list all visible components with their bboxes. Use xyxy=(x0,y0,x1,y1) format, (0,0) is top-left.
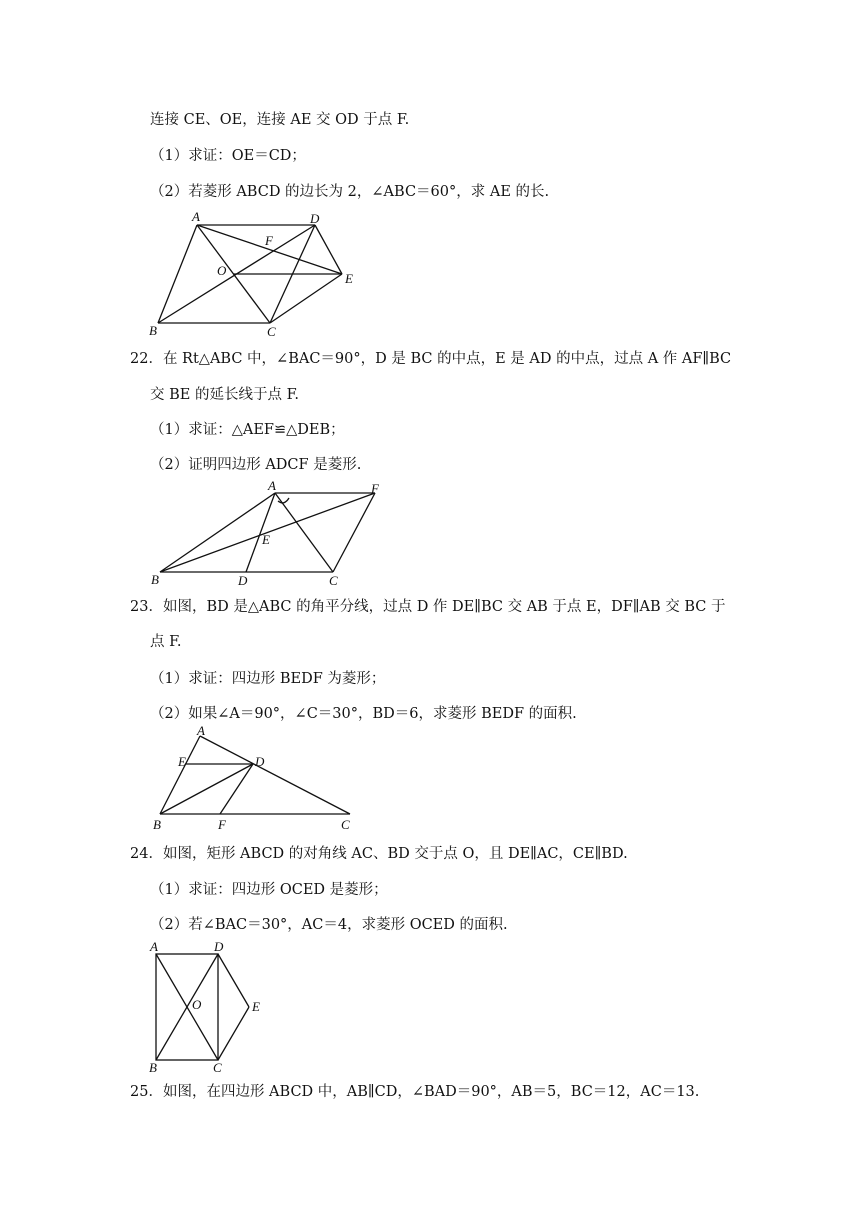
q21-label-c: C xyxy=(267,324,276,339)
q24-part2: （2）若∠BAC＝30°，AC＝4，求菱形 OCED 的面积. xyxy=(150,917,508,933)
q23-figure xyxy=(145,723,365,838)
q23-label-c: C xyxy=(341,817,350,832)
q22-label-d: D xyxy=(238,573,248,588)
q24-label-b: B xyxy=(149,1060,157,1075)
q23-part2: （2）如果∠A＝90°，∠C＝30°，BD＝6，求菱形 BEDF 的面积. xyxy=(150,706,577,722)
q22-label-a: A xyxy=(268,478,276,493)
q23-label-a: A xyxy=(197,723,205,738)
q22-part1: （1）求证：△AEF≌△DEB； xyxy=(150,422,345,438)
q23-label-b: B xyxy=(153,817,161,832)
q21-part1: （1）求证：OE＝CD； xyxy=(150,148,306,164)
q24-label-c: C xyxy=(213,1060,222,1075)
q21-intro: 连接 CE、OE，连接 AE 交 OD 于点 F. xyxy=(150,112,410,128)
q21-label-f: F xyxy=(265,233,273,248)
q23-label-e: E xyxy=(178,754,186,769)
q23-line1: 23．如图，BD 是△ABC 的角平分线，过点 D 作 DE∥BC 交 AB 于点 E，DF∥AB 交 BC 于 xyxy=(130,599,726,615)
q22-figure xyxy=(145,476,390,591)
q24-label-d: D xyxy=(214,939,224,954)
q24-label-a: A xyxy=(150,939,158,954)
q22-label-c: C xyxy=(329,573,338,588)
q22-line1: 22．在 Rt△ABC 中，∠BAC＝90°，D 是 BC 的中点，E 是 AD 的中点，过点 A 作 AF∥BC xyxy=(130,351,732,367)
q21-part2: （2）若菱形 ABCD 的边长为 2，∠ABC＝60°，求 AE 的长. xyxy=(150,184,550,200)
q21-label-o: O xyxy=(217,263,227,278)
q21-label-b: B xyxy=(149,323,157,338)
q24-figure xyxy=(145,937,270,1075)
q21-figure xyxy=(140,205,370,340)
q24-label-e: E xyxy=(252,999,260,1014)
q23-part1: （1）求证：四边形 BEDF 为菱形； xyxy=(150,671,386,687)
q23-line2: 点 F. xyxy=(150,634,182,650)
q22-line2: 交 BE 的延长线于点 F. xyxy=(150,387,299,403)
q21-label-d: D xyxy=(310,211,320,226)
q24-part1: （1）求证：四边形 OCED 是菱形； xyxy=(150,882,388,898)
q23-label-f: F xyxy=(218,817,226,832)
q22-label-f: F xyxy=(371,481,379,496)
q23-label-d: D xyxy=(255,754,265,769)
q22-part2: （2）证明四边形 ADCF 是菱形. xyxy=(150,457,362,473)
q22-label-e: E xyxy=(262,532,270,547)
q22-label-b: B xyxy=(151,572,159,587)
q25-line1: 25．如图，在四边形 ABCD 中，AB∥CD，∠BAD＝90°，AB＝5，BC＝12，AC＝13. xyxy=(130,1084,700,1100)
q21-label-e: E xyxy=(345,271,353,286)
q21-label-a: A xyxy=(192,209,200,224)
q24-line1: 24．如图，矩形 ABCD 的对角线 AC、BD 交于点 O，且 DE∥AC，CE∥BD. xyxy=(130,846,628,862)
q24-label-o: O xyxy=(192,997,202,1012)
